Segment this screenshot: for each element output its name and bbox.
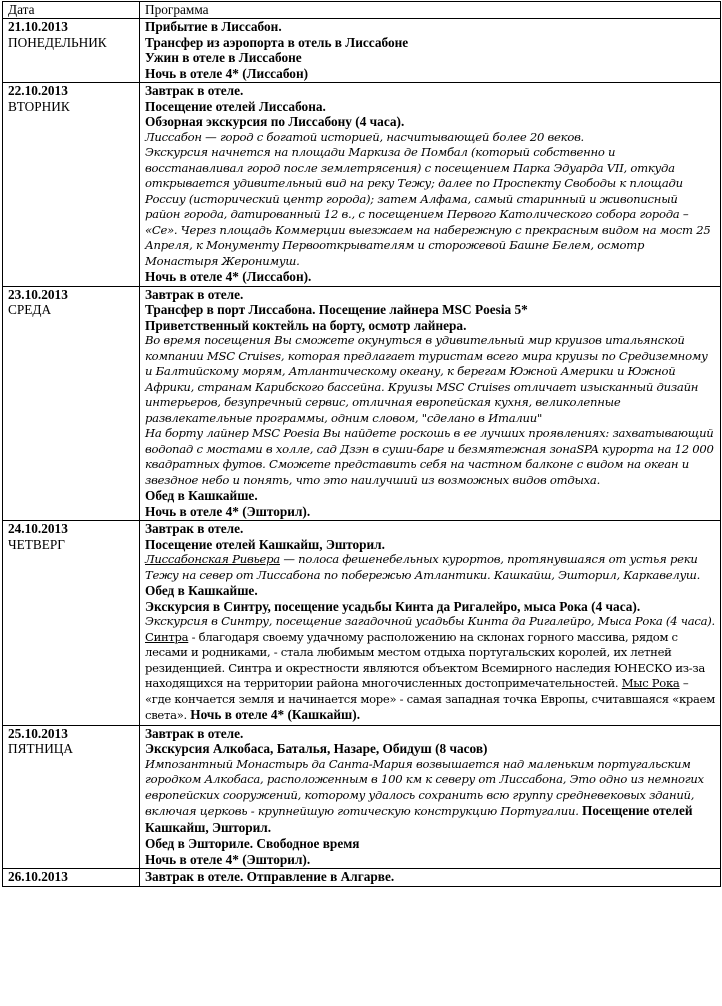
program-description: Экскурсия в Синтру, посещение загадочной усадьбы Кинта да Ригалейро, Мыса Рока (4 часа).: [145, 614, 715, 628]
program-cell: [140, 521, 721, 726]
date: 22.10.2013: [8, 83, 68, 98]
program-line: Завтрак в отеле.: [145, 83, 244, 98]
weekday: ВТОРНИК: [8, 98, 70, 114]
program-description: Лиссабон — город с богатой историей, насчитывающей более 20 веков.: [145, 129, 584, 144]
program-line: Обед в Кашкайше.: [145, 488, 258, 503]
date: 23.10.2013: [8, 286, 68, 302]
program-line: Ужин в отеле в Лиссабоне: [145, 50, 302, 65]
program-line: Ночь в отеле 4* (Эшторил).: [145, 503, 311, 519]
sintra-link[interactable]: Синтра: [145, 629, 189, 644]
program-line: Ночь в отеле 4* (Лиссабон): [145, 65, 309, 81]
riviera-text: — полоса фешенебельных курортов, протянувшаяся от устья реки Тежу на север от Лиссабона по побережью Атлантики. Кашкайш, Эшторил, Каркавелуш.: [145, 552, 701, 582]
program-line: Обед в Кашкайше.: [145, 583, 258, 598]
date-cell: [3, 83, 140, 287]
program-line: Приветственный коктейль на борту, осмотр лайнера.: [145, 317, 467, 333]
program-line: Посещение отелей Лиссабона.: [145, 98, 326, 114]
program-description: [145, 630, 716, 724]
date-cell: [3, 869, 140, 887]
program-description: [145, 552, 716, 583]
program-description: Во время посещения Вы сможете окунуться в удивительный мир круизов итальянской компании MSC Cruises, которая предлагает туристам всего мира круизы по Средиземному и Балтийскому морям, Атлантическому океану, к берегам Южной Америки и Южной Африки, странам Карибского бассейна. Круизы MSC Cruises отличает изысканный дизайн интерьеров, безупречный сервис, отличная европейская кухня, великолепные развлекательные программы, одним словом, "сделано в Италии": [145, 333, 708, 425]
program-line: Экскурсия Алкобаса, Баталья, Назаре, Обидуш (8 часов): [145, 741, 488, 756]
description-text: Импозантный Монастырь да Санта-Мария возвышается над маленьким португальским городком Алкобаса, расположенным в 100 км к северу от Лиссабона, Это одно из немногих европейских сооружений, которому удалось сохранить всю группу средневековых зданий, включая церковь - крупнейшую готическую конструкцию Португалии.: [145, 756, 704, 818]
program-line: Трансфер из аэропорта в отель в Лиссабоне: [145, 34, 409, 50]
program-line: Завтрак в отеле. Отправление в Алгарве.: [145, 869, 395, 884]
itinerary-table: [2, 1, 721, 887]
program-line: Ночь в отеле 4* (Эшторил).: [145, 851, 311, 867]
table-row: [3, 725, 721, 869]
program-cell: [140, 83, 721, 287]
program-line: Обед в Эшториле. Свободное время: [145, 836, 360, 851]
weekday: СРЕДА: [8, 302, 52, 317]
program-line: Завтрак в отеле.: [145, 286, 244, 302]
date-cell: [3, 521, 140, 726]
program-line: Посещение отелей Кашкайш, Эшторил.: [145, 536, 385, 552]
table-row: [3, 83, 721, 287]
weekday: ПЯТНИЦА: [8, 741, 74, 756]
roca-text: – «где кончается земля и начинается море» - самая западная точка Европы, считавшаяся «краем света».: [145, 676, 715, 722]
header-program: Программа: [140, 2, 721, 19]
program-line: Завтрак в отеле.: [145, 725, 244, 741]
program-line: Посещение отелей Кашкайш, Эшторил.: [145, 803, 693, 835]
program-cell: [140, 725, 721, 869]
program-cell: [140, 869, 721, 887]
program-description: Экскурсия начнется на площади Маркиза де Помбал (который собственно и восстанавливал город после землетрясения) с посещением Парка Эдуарда VII, откуда открывается удивительный вид на реку Тежу; далее по Проспекту Свободы к площади Россиу (исторический центр города); затем Алфама, самый старинный и живописный район города, датированный 12 в., с посещением Первого Католического собора города – «Се». Через площадь Коммерции выезжаем на набережную с прекрасным видом на мост 25 Апреля, к Монументу Первооткрывателям и сторожевой Башне Белем, осмотр Монастыря Жеронимуш.: [145, 145, 711, 268]
program-cell: [140, 19, 721, 83]
header-date: Дата: [3, 2, 140, 19]
date-cell: [3, 286, 140, 521]
program-line: Экскурсия в Синтру, посещение усадьбы Кинта да Ригалейро, мыса Рока (4 часа).: [145, 598, 641, 614]
weekday: ЧЕТВЕРГ: [8, 536, 65, 552]
date: 24.10.2013: [8, 521, 68, 536]
roca-link[interactable]: Мыс Рока: [621, 676, 680, 690]
weekday: ПОНЕДЕЛЬНИК: [8, 34, 107, 50]
date: 21.10.2013: [8, 19, 68, 34]
program-cell: [140, 286, 721, 521]
table-row: [3, 869, 721, 887]
program-line: Прибытие в Лиссабон.: [145, 19, 282, 34]
table-row: [3, 286, 721, 521]
program-line: Ночь в отеле 4* (Лиссабон).: [145, 269, 312, 284]
table-row: [3, 521, 721, 726]
program-line: Ночь в отеле 4* (Кашкайш).: [190, 707, 361, 722]
table-header-row: [3, 2, 721, 19]
program-description: [145, 757, 716, 837]
program-line: Завтрак в отеле.: [145, 521, 244, 536]
date-cell: [3, 19, 140, 83]
date: 25.10.2013: [8, 725, 68, 741]
riviera-link[interactable]: Лиссабонская Ривьера: [145, 552, 280, 566]
sintra-text: - благодаря своему удачному расположению на склонах горного массива, рядом с лесами и родниками, - стала любимым местом отдыха португальских королей, их летней резиденцией. Синтра и окрестности являются объектом Всемирного наследия ЮНЕСКО из-за находящихся на территории района многочисленных достопримечательностей.: [145, 629, 706, 690]
table-row: [3, 19, 721, 83]
program-line: Обзорная экскурсия по Лиссабону (4 часа).: [145, 114, 405, 129]
program-line: Трансфер в порт Лиссабона. Посещение лайнера MSC Poesia 5*: [145, 302, 528, 317]
date: 26.10.2013: [8, 869, 68, 884]
date-cell: [3, 725, 140, 869]
program-description: На борту лайнер MSC Poesia Вы найдете роскошь в ее лучших проявлениях: захватывающий водопад с мостами в холле, сад Дзэн в суши-баре и безмятежная зонаSPA курорта на 12 000 квадратных футов. Сможете представить себя на частном балконе с видом на океан и звездное небо и понять, что это наилучший из возможных видов отдыха.: [145, 426, 714, 487]
